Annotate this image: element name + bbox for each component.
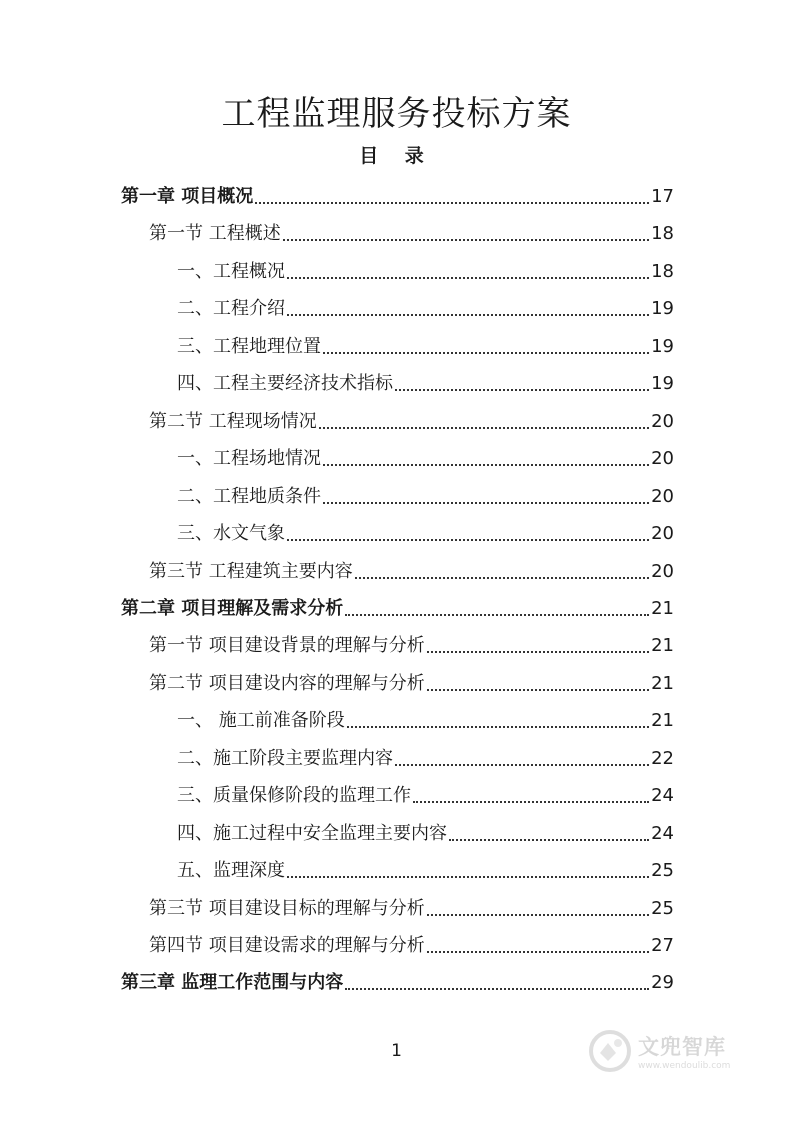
toc-entry[interactable] xyxy=(149,218,674,246)
toc-entry-label: 四、工程主要经济技术指标 xyxy=(177,373,393,395)
toc-leader-dots xyxy=(395,763,649,766)
toc-leader-dots xyxy=(287,538,649,541)
toc-entry-label: 三、质量保修阶段的监理工作 xyxy=(177,785,411,807)
toc-leader-dots xyxy=(413,800,649,803)
toc-entry-page: 20 xyxy=(651,448,674,470)
toc-entry-label: 第二章 项目理解及需求分析 xyxy=(121,597,344,619)
toc-entry-page: 21 xyxy=(651,672,674,694)
toc-entry-page: 25 xyxy=(651,897,674,919)
toc-leader-dots xyxy=(427,913,649,916)
toc-entry-page: 24 xyxy=(651,785,674,807)
toc-entry[interactable] xyxy=(149,556,674,584)
toc-entry-page: 20 xyxy=(651,523,674,545)
watermark-url: www.wendoulib.com xyxy=(638,1061,731,1071)
toc-entry-label: 第一节 项目建设背景的理解与分析 xyxy=(149,635,425,657)
toc-entry[interactable] xyxy=(121,593,674,621)
toc-entry-label: 四、施工过程中安全监理主要内容 xyxy=(177,822,447,844)
toc-entry-page: 22 xyxy=(651,747,674,769)
toc-entry-page: 19 xyxy=(651,373,674,395)
toc-entry-page: 19 xyxy=(651,335,674,357)
toc-entry[interactable] xyxy=(149,406,674,434)
toc-leader-dots xyxy=(287,313,649,316)
toc-entry-label: 第三章 监理工作范围与内容 xyxy=(121,972,344,994)
toc-entry[interactable] xyxy=(121,181,674,209)
page-number: 1 xyxy=(391,1041,402,1061)
toc-entry[interactable] xyxy=(149,930,674,958)
toc-leader-dots xyxy=(355,576,649,579)
toc-entry-label: 三、工程地理位置 xyxy=(177,335,321,357)
toc-entry-label: 第一节 工程概述 xyxy=(149,223,281,245)
toc-entry[interactable] xyxy=(177,743,674,771)
toc-entry[interactable] xyxy=(177,518,674,546)
toc-leader-dots xyxy=(255,201,649,204)
toc-entry[interactable] xyxy=(149,668,674,696)
toc-entry-page: 21 xyxy=(651,597,674,619)
toc-leader-dots xyxy=(323,351,649,354)
toc-leader-dots xyxy=(287,276,649,279)
toc-entry-label: 一、工程场地情况 xyxy=(177,448,321,470)
toc-entry-page: 18 xyxy=(651,260,674,282)
toc-entry[interactable] xyxy=(149,893,674,921)
toc-entry-page: 29 xyxy=(651,972,674,994)
toc-entry-page: 17 xyxy=(651,186,674,207)
toc-heading: 目 录 xyxy=(359,145,434,167)
toc-entry-label: 二、工程地质条件 xyxy=(177,485,321,507)
toc-entry[interactable] xyxy=(121,967,674,995)
toc-leader-dots xyxy=(449,838,649,841)
toc-leader-dots xyxy=(427,950,649,953)
toc-entry-page: 20 xyxy=(651,560,674,582)
toc-leader-dots xyxy=(319,426,649,429)
toc-entry[interactable] xyxy=(177,481,674,509)
toc-entry-page: 21 xyxy=(651,710,674,732)
toc-entry-page: 24 xyxy=(651,822,674,844)
toc-leader-dots xyxy=(427,650,649,653)
toc-entry[interactable] xyxy=(177,331,674,359)
toc-entry[interactable] xyxy=(177,780,674,808)
watermark-logo-icon xyxy=(588,1029,632,1073)
toc-entry-page: 18 xyxy=(651,223,674,245)
toc-entry-page: 19 xyxy=(651,298,674,320)
toc-entry[interactable] xyxy=(177,705,674,733)
toc-entry-label: 第一章 项目概况 xyxy=(121,186,254,207)
document-title: 工程监理服务投标方案 xyxy=(221,94,572,134)
toc-entry-label: 二、施工阶段主要监理内容 xyxy=(177,747,393,769)
toc-entry-label: 三、水文气象 xyxy=(177,523,285,545)
toc-entry-label: 一、 施工前准备阶段 xyxy=(177,710,345,732)
toc-leader-dots xyxy=(427,688,649,691)
toc-entry[interactable] xyxy=(177,855,674,883)
toc-entry-page: 20 xyxy=(651,485,674,507)
toc-leader-dots xyxy=(395,388,649,391)
toc-entry-label: 一、工程概况 xyxy=(177,260,285,282)
toc-entry-label: 第二节 项目建设内容的理解与分析 xyxy=(149,672,425,694)
toc-entry-page: 27 xyxy=(651,935,674,956)
toc-entry-label: 第二节 工程现场情况 xyxy=(149,410,317,432)
toc-entry-label: 第三节 项目建设目标的理解与分析 xyxy=(149,897,425,919)
toc-entry-page: 21 xyxy=(651,635,674,657)
toc-entry[interactable] xyxy=(177,256,674,284)
toc-entry-label: 五、监理深度 xyxy=(177,860,285,882)
toc-leader-dots xyxy=(345,613,649,616)
watermark-name: 文兜智库 xyxy=(638,1035,726,1059)
toc-entry-label: 第三节 工程建筑主要内容 xyxy=(149,560,353,582)
toc-entry[interactable] xyxy=(149,630,674,658)
toc-entry[interactable] xyxy=(177,293,674,321)
toc-leader-dots xyxy=(323,501,649,504)
toc-entry[interactable] xyxy=(177,368,674,396)
toc-leader-dots xyxy=(283,238,649,241)
toc-leader-dots xyxy=(287,875,649,878)
watermark xyxy=(588,1022,758,1080)
toc-entry-label: 二、工程介绍 xyxy=(177,298,285,320)
toc-leader-dots xyxy=(345,987,649,990)
toc-entry-page: 20 xyxy=(651,410,674,432)
toc-entry[interactable] xyxy=(177,443,674,471)
toc-entry[interactable] xyxy=(177,818,674,846)
toc-entry-page: 25 xyxy=(651,860,674,882)
toc-leader-dots xyxy=(323,463,649,466)
toc-entry-label: 第四节 项目建设需求的理解与分析 xyxy=(149,935,425,956)
toc-leader-dots xyxy=(347,725,649,728)
